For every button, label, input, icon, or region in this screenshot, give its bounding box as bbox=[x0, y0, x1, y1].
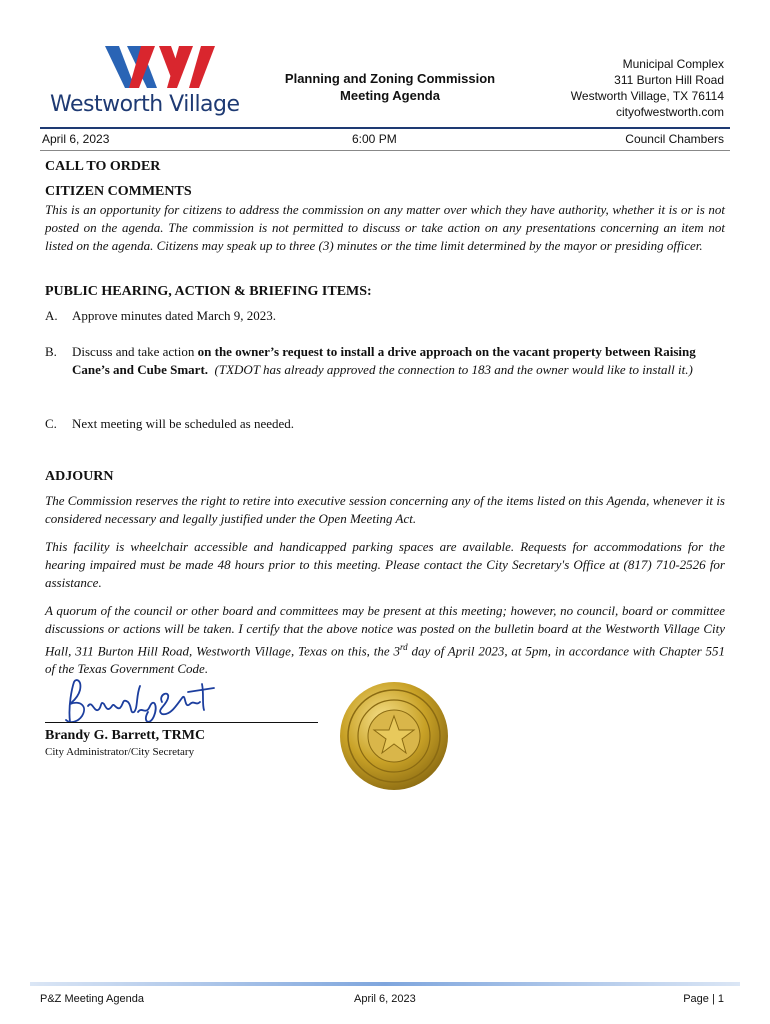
quorum-text bbox=[45, 602, 725, 678]
gold-seal-icon bbox=[338, 680, 450, 792]
citizen-comments-text: This is an opportunity for citizens to address the commission on any matter over which they have authority, whether it is or is not posted on the agenda. The commission is not permitted to discuss or take action on any presentations concerning an item not listed on the agenda. Citizens may speak up to three (3) minutes or the time limit determined by the mayor or presiding officer. bbox=[45, 202, 725, 253]
quorum-body: A quorum of the council or other board and committees may be present at this meeting; however, no council, board or committee discussions or actions will be taken. I certify that the above notice was posted on the bulletin board at the Westworth Village City Hall, 311 Burton Hill Road, Westworth Village, Texas on this, the 3 bbox=[45, 603, 725, 659]
address-line: 311 Burton Hill Road bbox=[614, 73, 724, 87]
page-number: Page | 1 bbox=[683, 993, 724, 1005]
subheader-divider bbox=[40, 150, 730, 151]
westworth-logo bbox=[50, 44, 240, 122]
item-marker: B. bbox=[45, 344, 57, 359]
logo-text: Westworth Village bbox=[50, 92, 240, 117]
footer-left: P&Z Meeting Agenda bbox=[40, 993, 144, 1005]
header-divider bbox=[40, 127, 730, 129]
quorum-sup: rd bbox=[399, 642, 408, 652]
ww-logo-icon bbox=[105, 44, 237, 90]
footer-divider bbox=[30, 982, 740, 986]
meeting-location: Council Chambers bbox=[625, 132, 724, 146]
meeting-date: April 6, 2023 bbox=[42, 132, 110, 146]
signer-name: Brandy G. Barrett, TRMC bbox=[45, 728, 206, 743]
handwritten-signature bbox=[58, 676, 218, 728]
heading-call-to-order: CALL TO ORDER bbox=[45, 159, 161, 174]
footer-date: April 6, 2023 bbox=[354, 993, 416, 1005]
signature-line bbox=[45, 722, 318, 723]
item-text: Next meeting will be scheduled as needed. bbox=[72, 416, 295, 431]
agenda-item-b bbox=[45, 343, 712, 379]
agenda-item-c bbox=[45, 415, 712, 433]
accessibility-text: This facility is wheelchair accessible and handicapped parking spaces are available. Requests for accommodations for the hearing impaired must be made 48 hours prior to this meeting. Please contact the City Secretary's Office at (817) 710-2526 for assistance. bbox=[45, 539, 725, 590]
heading-public-hearing: PUBLIC HEARING, ACTION & BRIEFING ITEMS: bbox=[45, 284, 372, 299]
meeting-time: 6:00 PM bbox=[352, 132, 397, 146]
address-line: Westworth Village, TX 76114 bbox=[570, 89, 724, 103]
address-line: Municipal Complex bbox=[622, 57, 724, 71]
heading-citizen-comments: CITIZEN COMMENTS bbox=[45, 184, 192, 199]
website-link[interactable]: cityofwestworth.com bbox=[615, 105, 724, 119]
title-line-1: Planning and Zoning Commission bbox=[284, 71, 496, 86]
heading-adjourn: ADJOURN bbox=[45, 469, 114, 484]
item-marker: A. bbox=[45, 308, 58, 323]
item-text: Discuss and take action bbox=[72, 344, 198, 359]
agenda-item-a bbox=[45, 307, 712, 325]
address-block bbox=[571, 56, 724, 120]
item-italic-text: (TXDOT has already approved the connection to 183 and the owner would like to install it.) bbox=[214, 362, 693, 377]
quorum-tail: day of April 2023, at 5pm, in accordance with Chapter 551 of the Texas Government Code. bbox=[45, 643, 725, 677]
item-bold-text: on the owner’s request to install a drive approach on the vacant property between Raising Cane’s and Cube Smart. bbox=[72, 344, 696, 377]
item-text: Approve minutes dated March 9, 2023. bbox=[72, 308, 276, 323]
item-marker: C. bbox=[45, 416, 57, 431]
adjourn-text: The Commission reserves the right to retire into executive session concerning any of the items listed on this Agenda, whenever it is considered necessary and legally justified under the Open Meeting Act. bbox=[45, 493, 725, 526]
signer-title: City Administrator/City Secretary bbox=[45, 746, 195, 758]
page-title bbox=[270, 70, 510, 104]
title-line-2: Meeting Agenda bbox=[340, 88, 440, 103]
